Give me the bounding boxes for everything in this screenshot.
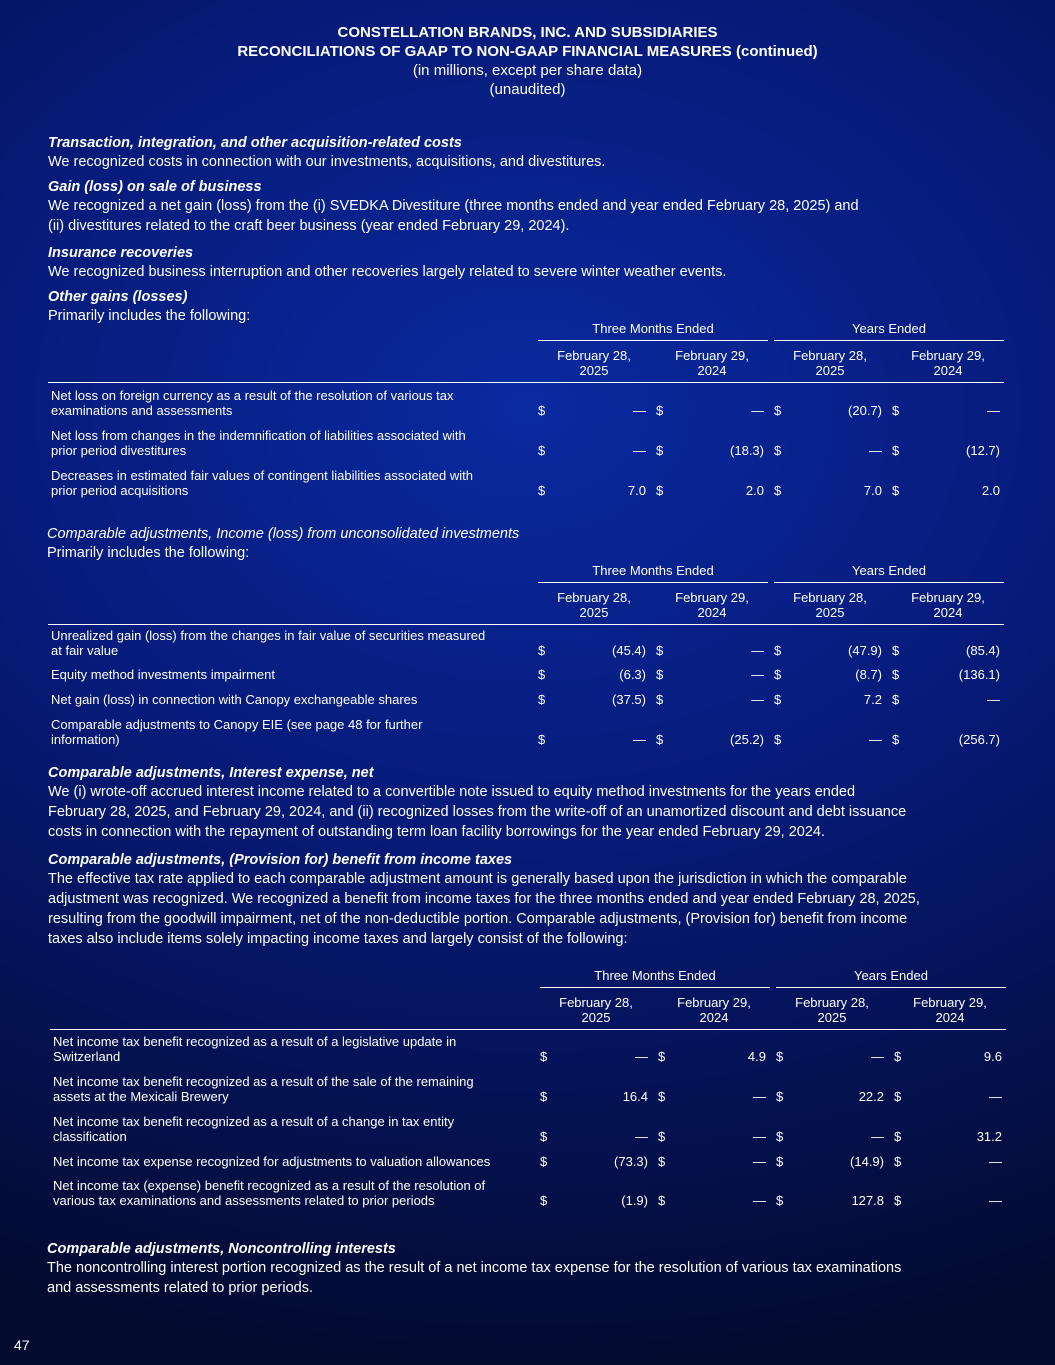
cell-value: — <box>751 403 764 418</box>
section-body: Primarily includes the following: <box>47 545 250 561</box>
section-body-line: We recognized a net gain (loss) from the (i) SVEDKA Divestiture (three months ended and year ended February 28, 2025) and <box>48 198 859 214</box>
currency-symbol: $ <box>540 1193 548 1208</box>
row-label-line: Decreases in estimated fair values of contingent liabilities associated with <box>51 468 473 483</box>
cell-value: — <box>633 732 646 747</box>
value-cell <box>774 483 886 499</box>
currency-symbol: $ <box>540 1129 548 1144</box>
currency-symbol: $ <box>774 403 782 418</box>
currency-symbol: $ <box>656 643 664 658</box>
value-cell <box>892 732 1004 748</box>
cell-value: — <box>635 1049 648 1064</box>
row-label <box>51 468 536 498</box>
group-header-years: Years Ended <box>854 968 928 983</box>
column-header-date: February 29, <box>677 995 751 1010</box>
value-cell <box>776 1129 888 1145</box>
column-header-year: 2024 <box>697 363 727 378</box>
column-header <box>658 995 770 1025</box>
section-body-line: resulting from the goodwill impairment, net of the non-deductible portion. Comparable adjustments, (Provision for) benefit from income <box>48 911 908 927</box>
section-title: Other gains (losses) <box>48 289 188 305</box>
group-header-rule <box>538 582 768 583</box>
column-header-year: 2024 <box>933 363 963 378</box>
currency-symbol: $ <box>776 1129 784 1144</box>
section-title: Comparable adjustments, Interest expense, net <box>48 765 374 781</box>
section-body-line: and assessments related to prior periods. <box>47 1280 313 1296</box>
currency-symbol: $ <box>540 1049 548 1064</box>
value-cell <box>540 1154 652 1170</box>
cell-value: 31.2 <box>976 1129 1002 1144</box>
row-label-line: classification <box>53 1129 127 1144</box>
group-header-rule <box>774 582 1004 583</box>
row-label <box>51 388 536 418</box>
currency-symbol: $ <box>540 1154 548 1169</box>
value-cell <box>656 643 768 659</box>
header-rule <box>50 1029 1006 1030</box>
currency-symbol: $ <box>658 1049 666 1064</box>
column-header-year: 2024 <box>699 1010 729 1025</box>
value-cell <box>538 692 650 708</box>
row-label-line: Net loss on foreign currency as a result of the resolution of various tax <box>51 388 454 403</box>
cell-value: — <box>751 643 764 658</box>
row-label-line: Switzerland <box>53 1049 121 1064</box>
cell-value: — <box>753 1193 766 1208</box>
value-cell <box>658 1049 770 1065</box>
cell-value: (1.9) <box>621 1193 648 1208</box>
column-header <box>894 995 1006 1025</box>
row-label <box>51 667 536 682</box>
row-label <box>51 717 536 747</box>
section-body-line: We (i) wrote-off accrued interest income related to a convertible note issued to equity method investments for the years ended <box>48 784 856 800</box>
currency-symbol: $ <box>892 692 900 707</box>
value-cell <box>658 1129 770 1145</box>
cell-value: (256.7) <box>958 732 1000 747</box>
row-label-line: various tax examinations and assessments related to prior periods <box>53 1193 435 1208</box>
report-units: (in millions, except per share data) <box>412 62 643 79</box>
cell-value: — <box>869 732 882 747</box>
section-body-line: costs in connection with the repayment of outstanding term loan facility borrowings for the year ended February 29, 2024. <box>48 824 825 840</box>
header-rule <box>48 382 1004 383</box>
group-header-years: Years Ended <box>852 321 926 336</box>
cell-value: (18.3) <box>730 443 764 458</box>
column-header-date: February 29, <box>911 348 985 363</box>
cell-value: — <box>989 1154 1002 1169</box>
value-cell <box>538 667 650 683</box>
report-header <box>0 23 1055 99</box>
row-label-line: prior period acquisitions <box>51 483 189 498</box>
currency-symbol: $ <box>538 732 546 747</box>
cell-value: 7.0 <box>627 483 646 498</box>
column-header-year: 2025 <box>581 1010 611 1025</box>
cell-value: 4.9 <box>747 1049 766 1064</box>
value-cell <box>656 403 768 419</box>
cell-value: 22.2 <box>858 1089 884 1104</box>
value-cell <box>776 1193 888 1209</box>
value-cell <box>892 403 1004 419</box>
currency-symbol: $ <box>538 643 546 658</box>
value-cell <box>892 443 1004 459</box>
value-cell <box>538 643 650 659</box>
column-header-date: February 29, <box>675 590 749 605</box>
currency-symbol: $ <box>894 1154 902 1169</box>
group-header-three-months: Three Months Ended <box>594 968 716 983</box>
currency-symbol: $ <box>894 1049 902 1064</box>
cell-value: 127.8 <box>851 1193 884 1208</box>
value-cell <box>892 643 1004 659</box>
section-body: We recognized business interruption and other recoveries largely related to severe winter weather events. <box>48 264 727 280</box>
value-cell <box>656 692 768 708</box>
section-title: Comparable adjustments, Noncontrolling interests <box>47 1241 396 1257</box>
row-label-line: Net income tax expense recognized for adjustments to valuation allowances <box>53 1154 491 1169</box>
currency-symbol: $ <box>656 732 664 747</box>
currency-symbol: $ <box>774 692 782 707</box>
cell-value: (25.2) <box>730 732 764 747</box>
column-header-year: 2025 <box>817 1010 847 1025</box>
section-title: Gain (loss) on sale of business <box>48 179 262 195</box>
column-header-year: 2024 <box>935 1010 965 1025</box>
currency-symbol: $ <box>540 1089 548 1104</box>
cell-value: — <box>871 1129 884 1144</box>
currency-symbol: $ <box>894 1089 902 1104</box>
cell-value: — <box>989 1089 1002 1104</box>
group-header-rule <box>540 987 770 988</box>
section-body-line: taxes also include items solely impacting income taxes and largely consist of the following: <box>48 931 628 947</box>
row-label-line: examinations and assessments <box>51 403 233 418</box>
section-body-line: February 28, 2025, and February 29, 2024, and (ii) recognized losses from the write-off of an unamortized discount and debt issuance <box>48 804 907 820</box>
value-cell <box>774 403 886 419</box>
section-title: Comparable adjustments, (Provision for) benefit from income taxes <box>48 852 513 868</box>
section-nci <box>47 1240 1017 1298</box>
value-cell <box>774 692 886 708</box>
column-header-date: February 28, <box>795 995 869 1010</box>
currency-symbol: $ <box>776 1089 784 1104</box>
row-label-line: Unrealized gain (loss) from the changes in fair value of securities measured <box>51 628 486 643</box>
cell-value: 2.0 <box>745 483 764 498</box>
value-cell <box>892 483 1004 499</box>
column-header-date: February 28, <box>793 348 867 363</box>
section-interest <box>48 764 1018 842</box>
column-header <box>540 995 652 1025</box>
cell-value: 7.2 <box>863 692 882 707</box>
row-label-line: prior period divestitures <box>51 443 187 458</box>
cell-value: — <box>753 1154 766 1169</box>
currency-symbol: $ <box>656 403 664 418</box>
column-header-date: February 28, <box>793 590 867 605</box>
cell-value: (37.5) <box>612 692 646 707</box>
value-cell <box>774 732 886 748</box>
row-label <box>51 428 536 458</box>
column-header <box>774 590 886 620</box>
value-cell <box>538 732 650 748</box>
row-label-line: Net loss from changes in the indemnification of liabilities associated with <box>51 428 466 443</box>
cell-value: (14.9) <box>850 1154 884 1169</box>
row-label-line: Net income tax benefit recognized as a result of a change in tax entity <box>53 1114 455 1129</box>
currency-symbol: $ <box>538 403 546 418</box>
value-cell <box>658 1154 770 1170</box>
cell-value: (8.7) <box>855 667 882 682</box>
column-header-date: February 28, <box>559 995 633 1010</box>
section-body-line: adjustment was recognized. We recognized a benefit from income taxes for the three months ended and year ended February 28, 2025, <box>48 891 920 907</box>
currency-symbol: $ <box>894 1129 902 1144</box>
row-label-line: Net income tax benefit recognized as a result of a legislative update in <box>53 1034 457 1049</box>
column-header-year: 2024 <box>933 605 963 620</box>
group-header-rule <box>776 987 1006 988</box>
group-header-three-months: Three Months Ended <box>592 563 714 578</box>
currency-symbol: $ <box>892 643 900 658</box>
currency-symbol: $ <box>774 643 782 658</box>
section-body: We recognized costs in connection with our investments, acquisitions, and divestitures. <box>48 154 606 170</box>
cell-value: — <box>633 443 646 458</box>
value-cell <box>658 1193 770 1209</box>
column-header <box>892 348 1004 378</box>
group-header-rule <box>774 340 1004 341</box>
value-cell <box>894 1129 1006 1145</box>
section-title: Transaction, integration, and other acquisition-related costs <box>48 135 462 151</box>
column-header <box>892 590 1004 620</box>
cell-value: — <box>635 1129 648 1144</box>
cell-value: (12.7) <box>966 443 1000 458</box>
row-label-line: at fair value <box>51 643 119 658</box>
column-header-date: February 29, <box>675 348 749 363</box>
cell-value: (45.4) <box>612 643 646 658</box>
cell-value: (73.3) <box>614 1154 648 1169</box>
value-cell <box>656 483 768 499</box>
column-header-date: February 29, <box>913 995 987 1010</box>
cell-value: 16.4 <box>622 1089 648 1104</box>
column-header-year: 2025 <box>579 605 609 620</box>
group-header-rule <box>538 340 768 341</box>
value-cell <box>774 643 886 659</box>
currency-symbol: $ <box>892 483 900 498</box>
row-label-line: Equity method investments impairment <box>51 667 275 682</box>
value-cell <box>776 1089 888 1105</box>
row-label <box>51 692 536 707</box>
cell-value: 2.0 <box>981 483 1000 498</box>
currency-symbol: $ <box>894 1193 902 1208</box>
cell-value: — <box>987 403 1000 418</box>
cell-value: — <box>753 1089 766 1104</box>
row-label <box>53 1034 538 1064</box>
report-title: RECONCILIATIONS OF GAAP TO NON-GAAP FINANCIAL MEASURES (continued) <box>237 43 818 60</box>
currency-symbol: $ <box>656 692 664 707</box>
group-header-years: Years Ended <box>852 563 926 578</box>
value-cell <box>538 443 650 459</box>
cell-value: (20.7) <box>848 403 882 418</box>
currency-symbol: $ <box>538 443 546 458</box>
value-cell <box>540 1049 652 1065</box>
section-body-line: (ii) divestitures related to the craft beer business (year ended February 29, 2024). <box>48 218 570 234</box>
currency-symbol: $ <box>538 483 546 498</box>
cell-value: (136.1) <box>958 667 1000 682</box>
value-cell <box>776 1049 888 1065</box>
currency-symbol: $ <box>892 732 900 747</box>
currency-symbol: $ <box>776 1049 784 1064</box>
cell-value: (6.3) <box>619 667 646 682</box>
cell-value: — <box>751 692 764 707</box>
value-cell <box>892 692 1004 708</box>
value-cell <box>894 1193 1006 1209</box>
cell-value: — <box>753 1129 766 1144</box>
column-header <box>538 590 650 620</box>
page-number: 47 <box>14 1337 30 1353</box>
column-header <box>656 590 768 620</box>
currency-symbol: $ <box>776 1154 784 1169</box>
cell-value: — <box>989 1193 1002 1208</box>
currency-symbol: $ <box>658 1154 666 1169</box>
value-cell <box>540 1089 652 1105</box>
row-label-line: Comparable adjustments to Canopy EIE (see page 48 for further <box>51 717 423 732</box>
currency-symbol: $ <box>656 483 664 498</box>
value-cell <box>538 403 650 419</box>
company-name: CONSTELLATION BRANDS, INC. AND SUBSIDIARIES <box>337 24 718 41</box>
currency-symbol: $ <box>776 1193 784 1208</box>
currency-symbol: $ <box>538 667 546 682</box>
section-body: Primarily includes the following: <box>48 308 251 324</box>
cell-value: — <box>987 692 1000 707</box>
cell-value: — <box>751 667 764 682</box>
value-cell <box>540 1193 652 1209</box>
section-unconsolidated <box>47 525 1017 563</box>
column-header <box>776 995 888 1025</box>
group-header-three-months: Three Months Ended <box>592 321 714 336</box>
currency-symbol: $ <box>774 443 782 458</box>
currency-symbol: $ <box>656 667 664 682</box>
currency-symbol: $ <box>892 403 900 418</box>
cell-value: — <box>633 403 646 418</box>
cell-value: — <box>871 1049 884 1064</box>
value-cell <box>894 1049 1006 1065</box>
column-header-date: February 29, <box>911 590 985 605</box>
value-cell <box>894 1154 1006 1170</box>
section-gain-sale <box>48 178 1018 236</box>
currency-symbol: $ <box>774 483 782 498</box>
column-header <box>656 348 768 378</box>
currency-symbol: $ <box>892 667 900 682</box>
row-label-line: Net income tax benefit recognized as a result of the sale of the remaining <box>53 1074 474 1089</box>
value-cell <box>894 1089 1006 1105</box>
cell-value: (47.9) <box>848 643 882 658</box>
row-label <box>51 628 536 658</box>
value-cell <box>892 667 1004 683</box>
value-cell <box>540 1129 652 1145</box>
column-header-year: 2024 <box>697 605 727 620</box>
column-header <box>538 348 650 378</box>
cell-value: 9.6 <box>983 1049 1002 1064</box>
value-cell <box>776 1154 888 1170</box>
section-body-line: The noncontrolling interest portion recognized as the result of a net income tax expense for the resolution of various tax examinations <box>47 1260 902 1276</box>
currency-symbol: $ <box>774 667 782 682</box>
column-header-date: February 28, <box>557 590 631 605</box>
row-label <box>53 1114 538 1144</box>
column-header-year: 2025 <box>815 605 845 620</box>
column-header-year: 2025 <box>579 363 609 378</box>
value-cell <box>656 667 768 683</box>
row-label-line: Net income tax (expense) benefit recognized as a result of the resolution of <box>53 1178 486 1193</box>
value-cell <box>538 483 650 499</box>
currency-symbol: $ <box>774 732 782 747</box>
section-title: Comparable adjustments, Income (loss) from unconsolidated investments <box>47 526 520 542</box>
row-label-line: assets at the Mexicali Brewery <box>53 1089 229 1104</box>
cell-value: — <box>869 443 882 458</box>
section-tax <box>48 851 1018 949</box>
row-label <box>53 1178 538 1208</box>
section-transaction <box>48 134 1018 172</box>
currency-symbol: $ <box>658 1129 666 1144</box>
section-title: Insurance recoveries <box>48 245 194 261</box>
value-cell <box>774 667 886 683</box>
row-label-line: information) <box>51 732 120 747</box>
header-rule <box>48 624 1004 625</box>
column-header <box>774 348 886 378</box>
value-cell <box>774 443 886 459</box>
section-body-line: The effective tax rate applied to each comparable adjustment amount is generally based upon the jurisdiction in which the comparable <box>48 871 907 887</box>
currency-symbol: $ <box>658 1089 666 1104</box>
column-header-date: February 28, <box>557 348 631 363</box>
row-label-line: Net gain (loss) in connection with Canopy exchangeable shares <box>51 692 418 707</box>
currency-symbol: $ <box>538 692 546 707</box>
section-insurance <box>48 244 1018 282</box>
cell-value: 7.0 <box>863 483 882 498</box>
value-cell <box>656 443 768 459</box>
value-cell <box>658 1089 770 1105</box>
value-cell <box>656 732 768 748</box>
row-label <box>53 1154 538 1169</box>
row-label <box>53 1074 538 1104</box>
column-header-year: 2025 <box>815 363 845 378</box>
report-audit-note: (unaudited) <box>489 81 566 98</box>
currency-symbol: $ <box>658 1193 666 1208</box>
currency-symbol: $ <box>892 443 900 458</box>
currency-symbol: $ <box>656 443 664 458</box>
cell-value: (85.4) <box>966 643 1000 658</box>
